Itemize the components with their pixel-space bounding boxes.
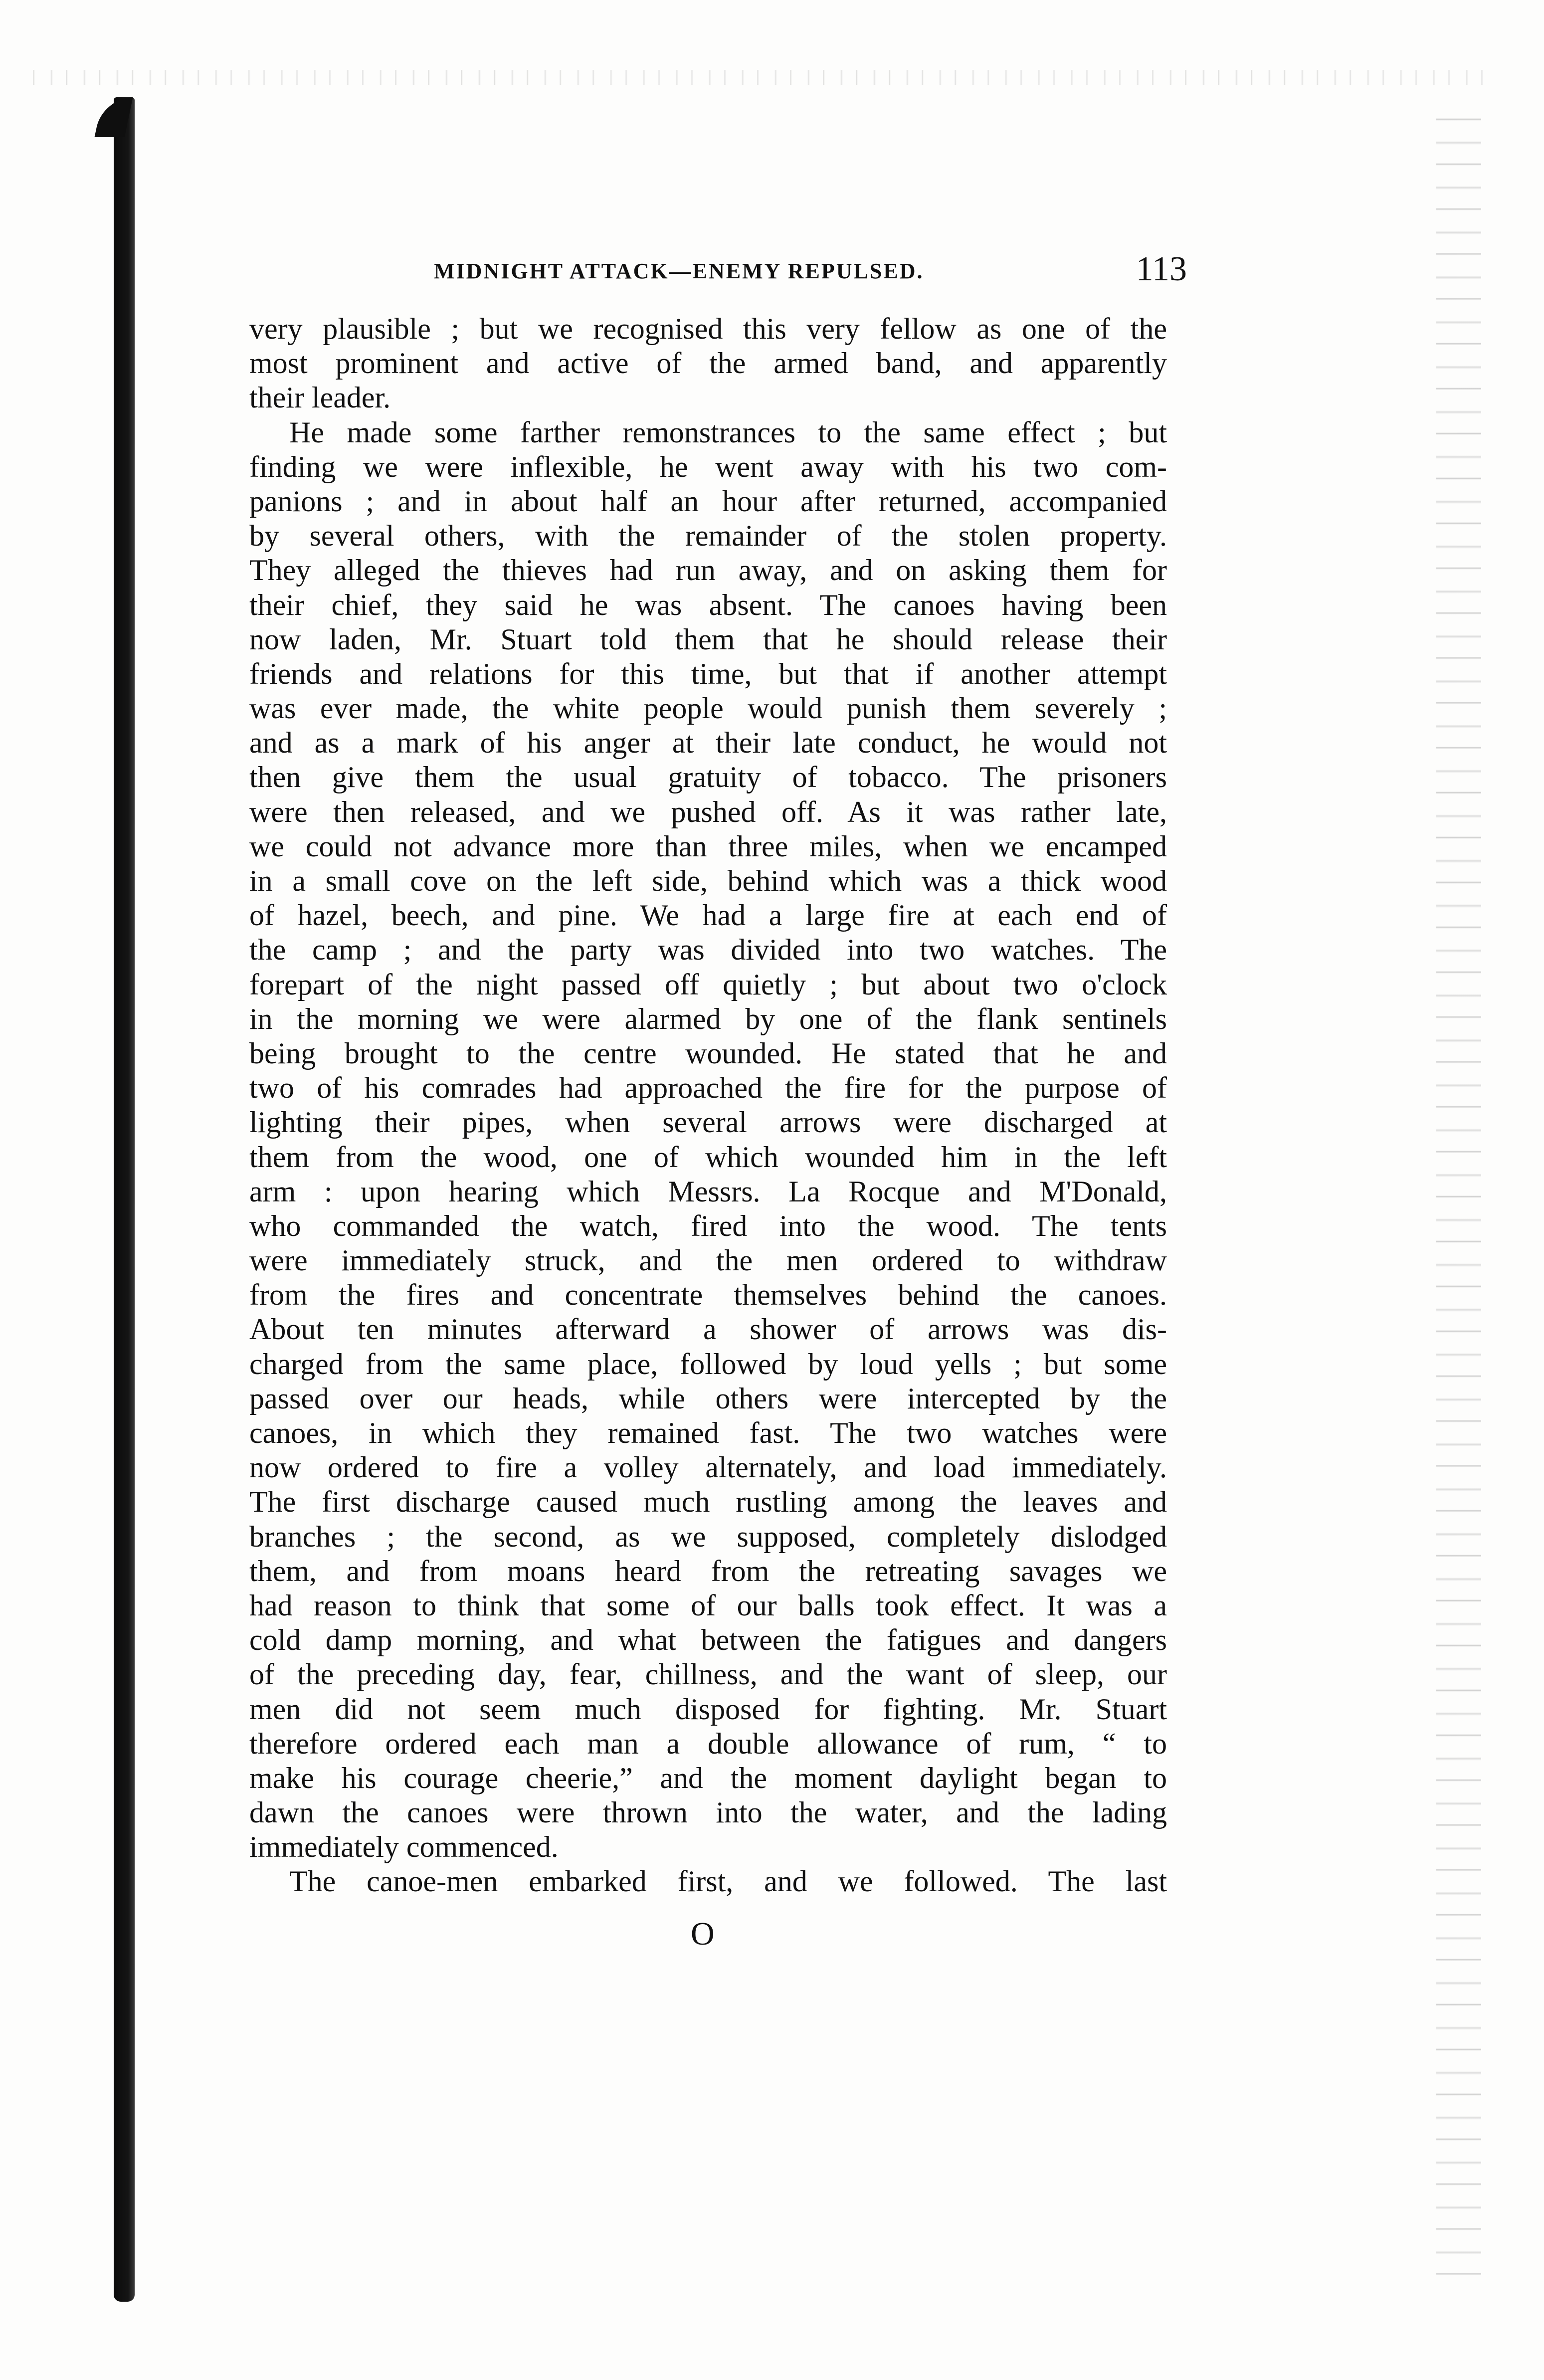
text-line: arm : upon hearing which Messrs. La Rocque and M'Donald, <box>249 1175 1167 1208</box>
text-line: therefore ordered each man a double allowance of rum, “ to <box>249 1727 1167 1760</box>
text-line: panions ; and in about half an hour after returned, accompanied <box>249 484 1167 518</box>
text-line: in a small cove on the left side, behind which was a thick wood <box>249 864 1167 897</box>
text-line: friends and relations for this time, but that if another attempt <box>249 657 1167 690</box>
text-line: now laden, Mr. Stuart told them that he should release their <box>249 622 1167 656</box>
text-line: then give them the usual gratuity of tobacco. The prisoners <box>249 761 1167 794</box>
text-line: in the morning we were alarmed by one of the flank sentinels <box>249 1002 1167 1035</box>
text-line: were immediately struck, and the men ordered to withdraw <box>249 1244 1167 1277</box>
text-line: was ever made, the white people would punish them severely ; <box>249 692 1167 725</box>
scan-noise-top <box>20 70 1491 85</box>
text-line: branches ; the second, as we supposed, completely dislodged <box>249 1520 1167 1553</box>
text-line: The first discharge caused much rustling among the leaves and <box>249 1485 1167 1519</box>
text-line: forepart of the night passed off quietly ; but about two o'clock <box>249 968 1167 1001</box>
body-text <box>249 312 1167 1899</box>
text-line: most prominent and active of the armed band, and apparently <box>249 347 1167 380</box>
text-line: dawn the canoes were thrown into the water, and the lading <box>249 1796 1167 1829</box>
text-line: charged from the same place, followed by loud yells ; but some <box>249 1347 1167 1381</box>
text-line: make his courage cheerie,” and the moment daylight began to <box>249 1761 1167 1794</box>
text-line: He made some farther remonstrances to the same effect ; but <box>289 415 1167 449</box>
text-line: About ten minutes afterward a shower of arrows was dis- <box>249 1313 1167 1346</box>
running-head: MIDNIGHT ATTACK—ENEMY REPULSED. <box>434 259 924 283</box>
text-line: their chief, they said he was absent. The canoes having been <box>249 588 1167 621</box>
text-line: had reason to think that some of our balls took effect. It was a <box>249 1588 1167 1622</box>
text-line: finding we were inflexible, he went away with his two com- <box>249 450 1167 483</box>
text-line: canoes, in which they remained fast. The two watches were <box>249 1416 1167 1449</box>
page-header <box>249 249 1187 294</box>
text-line: from the fires and concentrate themselves behind the canoes. <box>249 1278 1167 1312</box>
text-line: men did not seem much disposed for fighting. Mr. Stuart <box>249 1692 1167 1726</box>
text-line: the camp ; and the party was divided into two watches. The <box>249 933 1167 967</box>
text-line: very plausible ; but we recognised this very fellow as one of the <box>249 312 1167 345</box>
text-line: them, and from moans heard from the retreating savages we <box>249 1554 1167 1587</box>
text-line: of the preceding day, fear, chillness, and the want of sleep, our <box>249 1658 1167 1691</box>
page-number: 113 <box>1136 250 1187 288</box>
text-line: now ordered to fire a volley alternately, and load immediately. <box>249 1451 1167 1484</box>
text-line: their leader. <box>249 381 391 414</box>
text-line: we could not advance more than three miles, when we encamped <box>249 829 1167 863</box>
text-line: immediately commenced. <box>249 1830 559 1864</box>
text-line: being brought to the centre wounded. He stated that he and <box>249 1036 1167 1070</box>
text-line: who commanded the watch, fired into the wood. The tents <box>249 1209 1167 1242</box>
text-line: The canoe-men embarked first, and we followed. The last <box>289 1865 1167 1898</box>
binding-edge <box>114 97 135 2302</box>
text-line: of hazel, beech, and pine. We had a large fire at each end of <box>249 899 1167 932</box>
text-line: lighting their pipes, when several arrows were discharged at <box>249 1106 1167 1139</box>
text-line: passed over our heads, while others were intercepted by the <box>249 1382 1167 1415</box>
text-line: cold damp morning, and what between the fatigues and dangers <box>249 1623 1167 1657</box>
signature-mark: O <box>691 1916 715 1952</box>
text-line: and as a mark of his anger at their late conduct, he would not <box>249 726 1167 760</box>
scan-noise-right-edge <box>1436 100 1481 2294</box>
text-line: by several others, with the remainder of the stolen property. <box>249 519 1167 553</box>
text-line: them from the wood, one of which wounded him in the left <box>249 1140 1167 1174</box>
text-line: two of his comrades had approached the fire for the purpose of <box>249 1071 1167 1105</box>
text-line: were then released, and we pushed off. As it was rather late, <box>249 795 1167 828</box>
text-line: They alleged the thieves had run away, and on asking them for <box>249 554 1167 587</box>
